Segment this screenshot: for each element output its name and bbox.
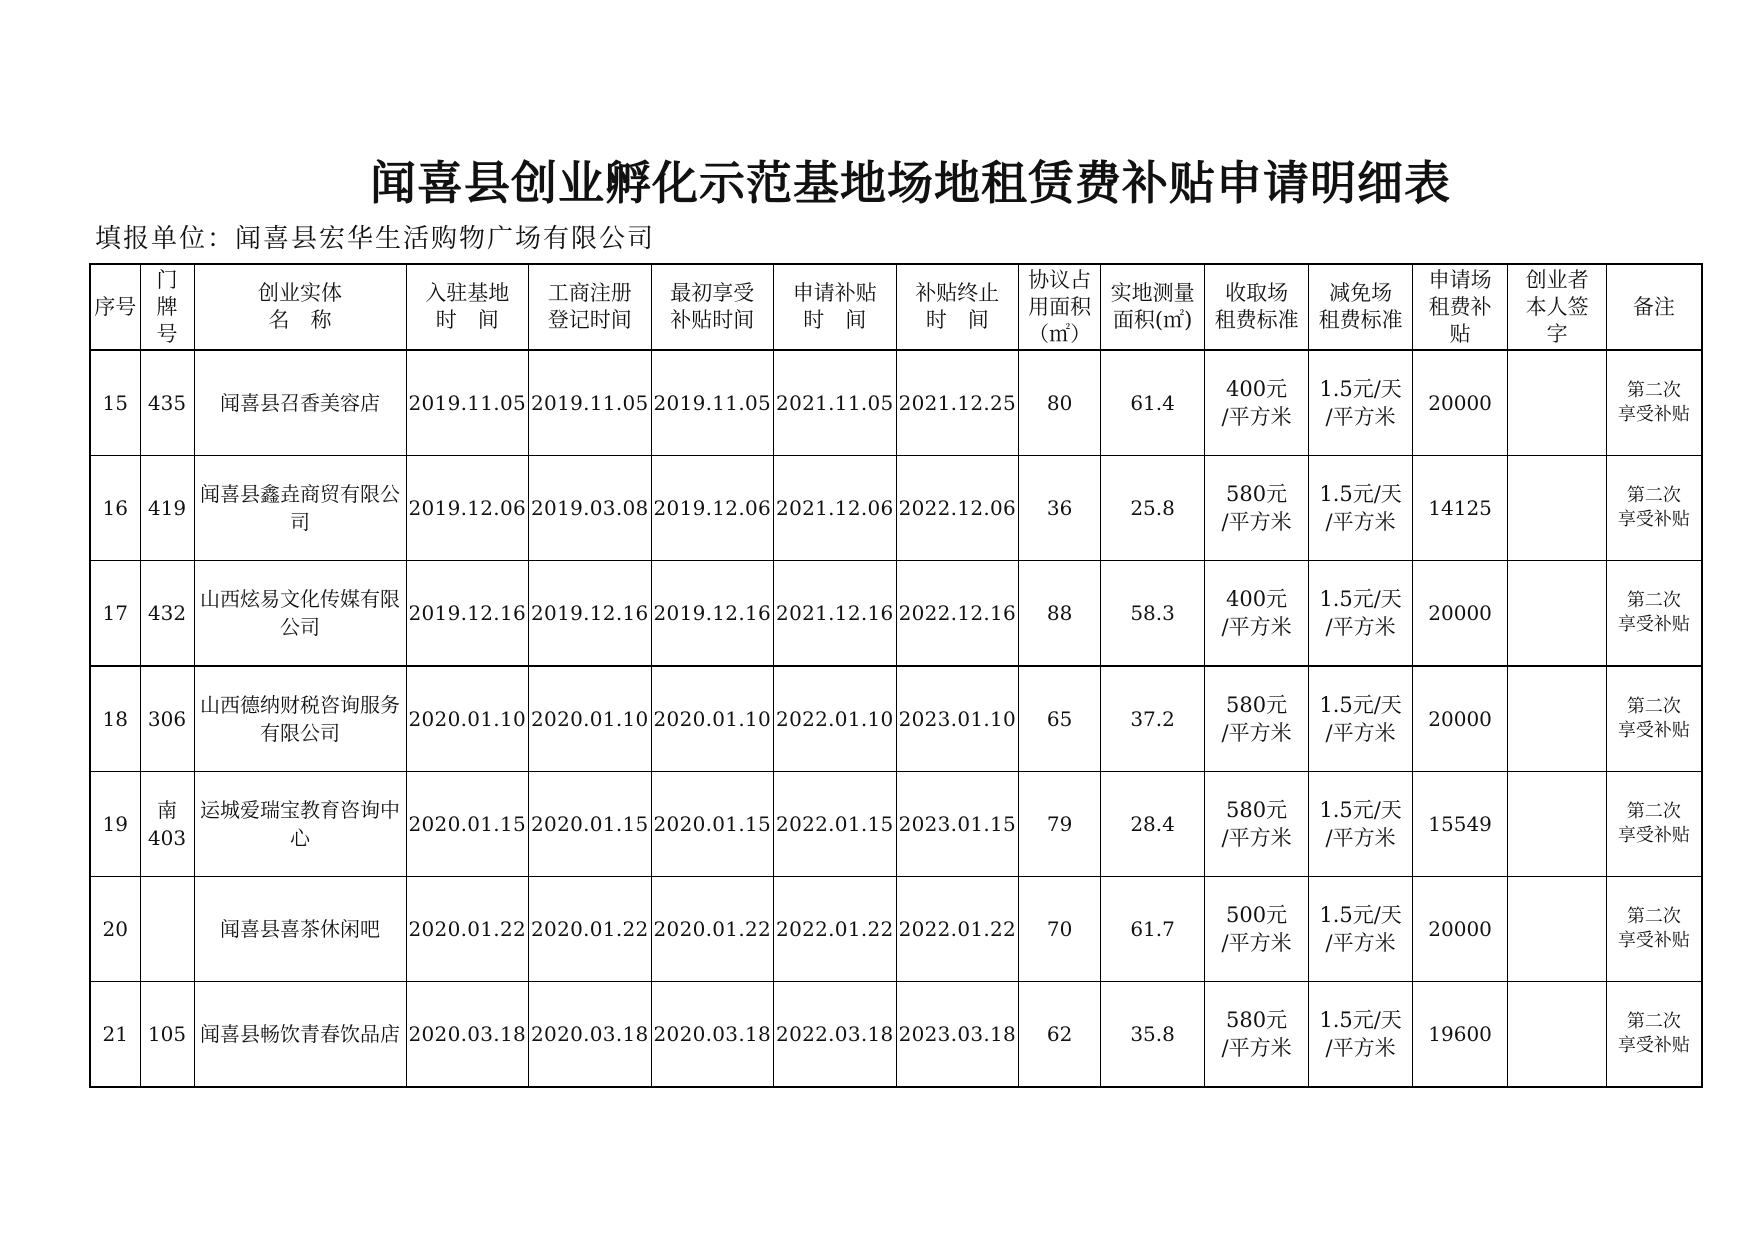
header-waive-standard: 减免场 租费标准 (1309, 264, 1413, 350)
cell-first-subsidy-time: 2019.11.05 (651, 350, 774, 456)
cell-signature[interactable] (1508, 456, 1607, 561)
cell-measured-area: 25.8 (1101, 456, 1205, 561)
cell-apply-amount: 14125 (1413, 456, 1508, 561)
cell-door: 306 (140, 666, 194, 772)
cell-apply-time: 2022.01.22 (774, 877, 897, 982)
cell-seq: 19 (90, 772, 140, 877)
cell-signature[interactable] (1508, 561, 1607, 667)
cell-apply-time: 2021.12.06 (774, 456, 897, 561)
cell-first-subsidy-time: 2020.01.22 (651, 877, 774, 982)
cell-signature[interactable] (1508, 877, 1607, 982)
fill-unit-line: 填报单位：闻喜县宏华生活购物广场有限公司 (95, 224, 656, 254)
cell-seq: 18 (90, 666, 140, 772)
cell-agreed-area: 36 (1019, 456, 1101, 561)
cell-registration-time: 2019.12.16 (529, 561, 652, 667)
cell-entry-time: 2020.01.22 (406, 877, 529, 982)
cell-seq: 21 (90, 982, 140, 1088)
header-fee-standard: 收取场 租费标准 (1205, 264, 1309, 350)
cell-apply-amount: 20000 (1413, 561, 1508, 667)
header-apply-amount: 申请场 租费补 贴 (1413, 264, 1508, 350)
cell-seq: 20 (90, 877, 140, 982)
cell-end-time: 2021.12.25 (896, 350, 1019, 456)
cell-apply-time: 2021.12.16 (774, 561, 897, 667)
cell-agreed-area: 70 (1019, 877, 1101, 982)
table-row (90, 350, 1702, 456)
cell-entity-name: 闻喜县召香美容店 (194, 350, 406, 456)
cell-entity-name: 闻喜县畅饮青春饮品店 (194, 982, 406, 1088)
cell-first-subsidy-time: 2019.12.06 (651, 456, 774, 561)
cell-measured-area: 35.8 (1101, 982, 1205, 1088)
cell-waive-standard: 1.5元/天 /平方米 (1309, 772, 1413, 877)
cell-end-time: 2023.01.15 (896, 772, 1019, 877)
cell-first-subsidy-time: 2019.12.16 (651, 561, 774, 667)
cell-end-time: 2022.01.22 (896, 877, 1019, 982)
header-row (90, 264, 1702, 350)
cell-signature[interactable] (1508, 982, 1607, 1088)
cell-measured-area: 61.7 (1101, 877, 1205, 982)
cell-note: 第二次 享受补贴 (1607, 350, 1702, 456)
cell-end-time: 2022.12.16 (896, 561, 1019, 667)
cell-door (140, 877, 194, 982)
cell-entry-time: 2020.03.18 (406, 982, 529, 1088)
cell-registration-time: 2020.01.22 (529, 877, 652, 982)
cell-entity-name: 运城爱瑞宝教育咨询中心 (194, 772, 406, 877)
cell-agreed-area: 62 (1019, 982, 1101, 1088)
cell-apply-time: 2021.11.05 (774, 350, 897, 456)
cell-apply-time: 2022.03.18 (774, 982, 897, 1088)
cell-fee-standard: 400元 /平方米 (1205, 561, 1309, 667)
header-apply-time: 申请补贴 时 间 (774, 264, 897, 350)
cell-entity-name: 闻喜县喜茶休闲吧 (194, 877, 406, 982)
document-title: 闻喜县创业孵化示范基地场地租赁费补贴申请明细表 (370, 156, 1451, 210)
cell-door: 432 (140, 561, 194, 667)
cell-apply-time: 2022.01.15 (774, 772, 897, 877)
cell-door: 105 (140, 982, 194, 1088)
cell-door: 419 (140, 456, 194, 561)
cell-waive-standard: 1.5元/天 /平方米 (1309, 561, 1413, 667)
cell-fee-standard: 580元 /平方米 (1205, 982, 1309, 1088)
cell-measured-area: 61.4 (1101, 350, 1205, 456)
header-registration-time: 工商注册 登记时间 (529, 264, 652, 350)
cell-entry-time: 2020.01.10 (406, 666, 529, 772)
subsidy-table (89, 263, 1703, 1088)
cell-signature[interactable] (1508, 666, 1607, 772)
cell-end-time: 2023.01.10 (896, 666, 1019, 772)
cell-seq: 17 (90, 561, 140, 667)
header-end-time: 补贴终止 时 间 (896, 264, 1019, 350)
cell-end-time: 2022.12.06 (896, 456, 1019, 561)
cell-note: 第二次 享受补贴 (1607, 666, 1702, 772)
cell-apply-amount: 20000 (1413, 666, 1508, 772)
cell-measured-area: 37.2 (1101, 666, 1205, 772)
cell-seq: 16 (90, 456, 140, 561)
header-signature: 创业者 本人签 字 (1508, 264, 1607, 350)
cell-agreed-area: 80 (1019, 350, 1101, 456)
table-header (90, 264, 1702, 350)
cell-note: 第二次 享受补贴 (1607, 561, 1702, 667)
cell-first-subsidy-time: 2020.03.18 (651, 982, 774, 1088)
cell-fee-standard: 580元 /平方米 (1205, 456, 1309, 561)
header-agreed-area: 协议占 用面积 （㎡） (1019, 264, 1101, 350)
cell-door: 南 403 (140, 772, 194, 877)
cell-entity-name: 山西德纳财税咨询服务有限公司 (194, 666, 406, 772)
cell-note: 第二次 享受补贴 (1607, 456, 1702, 561)
table-row (90, 877, 1702, 982)
cell-measured-area: 28.4 (1101, 772, 1205, 877)
table-row (90, 666, 1702, 772)
header-first-subsidy-time: 最初享受 补贴时间 (651, 264, 774, 350)
cell-waive-standard: 1.5元/天 /平方米 (1309, 877, 1413, 982)
table-row (90, 561, 1702, 667)
cell-measured-area: 58.3 (1101, 561, 1205, 667)
cell-agreed-area: 79 (1019, 772, 1101, 877)
table-row (90, 772, 1702, 877)
cell-waive-standard: 1.5元/天 /平方米 (1309, 982, 1413, 1088)
cell-entry-time: 2020.01.15 (406, 772, 529, 877)
cell-fee-standard: 500元 /平方米 (1205, 877, 1309, 982)
cell-apply-time: 2022.01.10 (774, 666, 897, 772)
cell-agreed-area: 88 (1019, 561, 1101, 667)
cell-first-subsidy-time: 2020.01.15 (651, 772, 774, 877)
cell-apply-amount: 20000 (1413, 350, 1508, 456)
table-body (90, 350, 1702, 1087)
cell-apply-amount: 15549 (1413, 772, 1508, 877)
cell-entity-name: 山西炫易文化传媒有限公司 (194, 561, 406, 667)
cell-seq: 15 (90, 350, 140, 456)
header-door-number: 门 牌 号 (140, 264, 194, 350)
cell-end-time: 2023.03.18 (896, 982, 1019, 1088)
cell-registration-time: 2020.01.15 (529, 772, 652, 877)
cell-signature[interactable] (1508, 772, 1607, 877)
header-seq: 序号 (90, 264, 140, 350)
cell-agreed-area: 65 (1019, 666, 1101, 772)
header-note: 备注 (1607, 264, 1702, 350)
cell-registration-time: 2019.11.05 (529, 350, 652, 456)
cell-registration-time: 2020.03.18 (529, 982, 652, 1088)
cell-entry-time: 2019.12.16 (406, 561, 529, 667)
cell-signature[interactable] (1508, 350, 1607, 456)
cell-entity-name: 闻喜县鑫垚商贸有限公司 (194, 456, 406, 561)
cell-fee-standard: 580元 /平方米 (1205, 666, 1309, 772)
cell-apply-amount: 19600 (1413, 982, 1508, 1088)
cell-note: 第二次 享受补贴 (1607, 772, 1702, 877)
table-row (90, 456, 1702, 561)
table-row (90, 982, 1702, 1088)
cell-entry-time: 2019.12.06 (406, 456, 529, 561)
header-measured-area: 实地测量 面积(㎡) (1101, 264, 1205, 350)
cell-registration-time: 2020.01.10 (529, 666, 652, 772)
cell-fee-standard: 580元 /平方米 (1205, 772, 1309, 877)
cell-note: 第二次 享受补贴 (1607, 877, 1702, 982)
cell-waive-standard: 1.5元/天 /平方米 (1309, 350, 1413, 456)
cell-waive-standard: 1.5元/天 /平方米 (1309, 666, 1413, 772)
cell-registration-time: 2019.03.08 (529, 456, 652, 561)
header-entity-name: 创业实体 名 称 (194, 264, 406, 350)
cell-door: 435 (140, 350, 194, 456)
cell-fee-standard: 400元 /平方米 (1205, 350, 1309, 456)
cell-entry-time: 2019.11.05 (406, 350, 529, 456)
header-entry-time: 入驻基地 时 间 (406, 264, 529, 350)
cell-waive-standard: 1.5元/天 /平方米 (1309, 456, 1413, 561)
cell-apply-amount: 20000 (1413, 877, 1508, 982)
cell-first-subsidy-time: 2020.01.10 (651, 666, 774, 772)
cell-note: 第二次 享受补贴 (1607, 982, 1702, 1088)
